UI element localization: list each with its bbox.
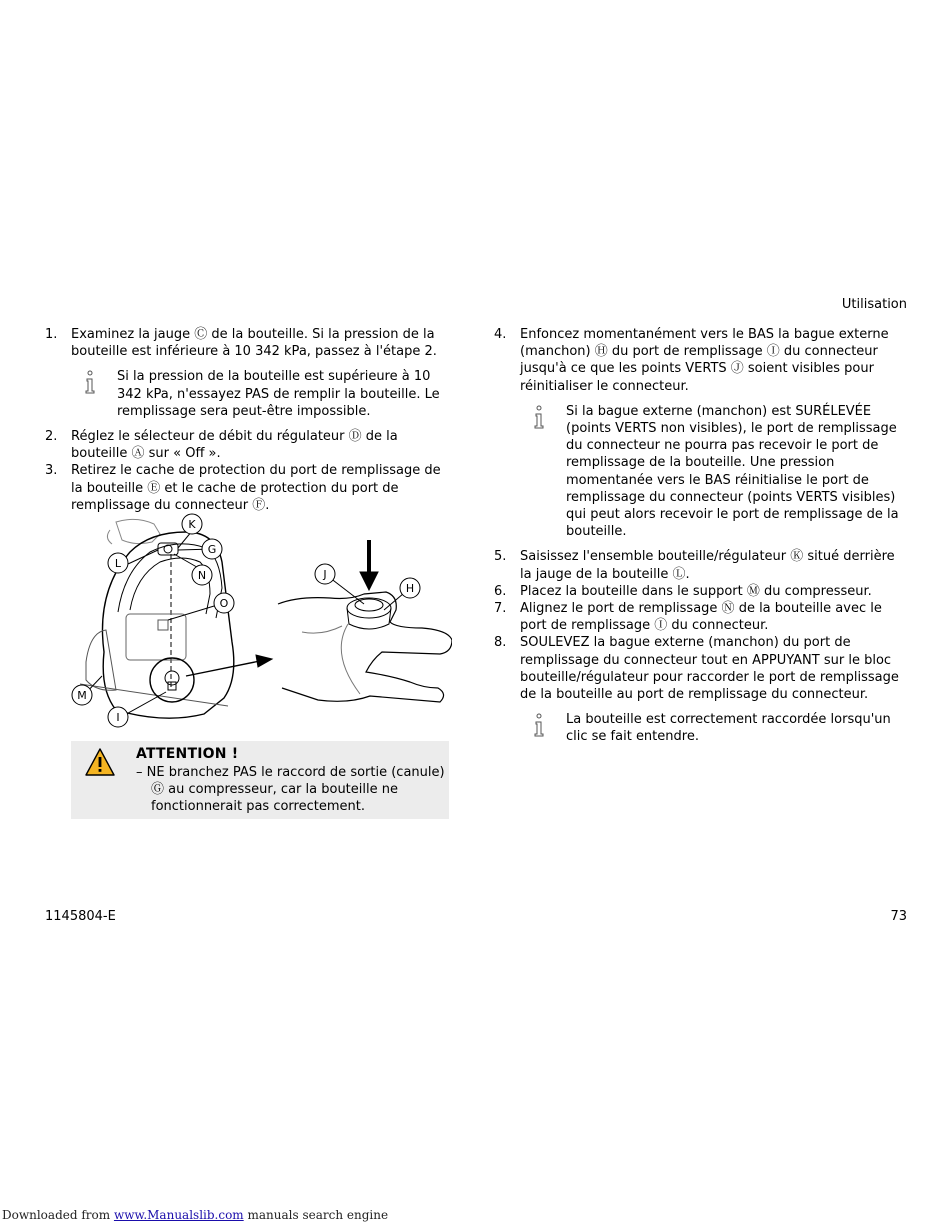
figure-label-l: L — [114, 557, 122, 570]
figure-label-k: K — [188, 518, 196, 531]
warning-triangle-icon — [85, 748, 115, 776]
info-icon — [532, 405, 546, 429]
step-number: 2. — [45, 429, 58, 445]
section-header: Utilisation — [841, 297, 907, 312]
step-text: Retirez le cache de protection du port de remplissage de la bouteille Ⓔ et le cache de protection du port de remplissage du connecteur Ⓕ. — [71, 463, 441, 513]
step-1 — [45, 326, 455, 360]
note-1 — [45, 368, 455, 420]
figure-label-m: M — [77, 689, 87, 702]
figure-label-g: G — [207, 543, 217, 556]
step-number: 8. — [494, 635, 507, 651]
step-number: 6. — [494, 583, 507, 599]
step-text: Placez la bouteille dans le support Ⓜ du compresseur. — [520, 583, 872, 599]
note-4 — [494, 403, 907, 541]
connector-illustration — [66, 512, 452, 736]
figure-label-i: I — [116, 711, 120, 724]
step-text: Enfoncez momentanément vers le BAS la bague externe (manchon) Ⓗ du port de remplissage Ⓘ du connecteur jusqu'à ce que les points VERTS Ⓙ soient visibles pour réinitialiser le connecteur. — [520, 327, 889, 394]
download-suffix: manuals search engine — [243, 1208, 389, 1222]
step-2 — [45, 428, 455, 462]
step-number: 3. — [45, 463, 58, 479]
figure-label-o: O — [219, 597, 229, 610]
step-text: SOULEVEZ la bague externe (manchon) du port de remplissage du connecteur tout en APPUYANT sur le bloc bouteille/régulateur pour raccorder le port de remplissage de la bouteille au port de remplissage du connecteur. — [520, 635, 899, 703]
download-banner — [2, 1208, 388, 1222]
step-8 — [494, 634, 907, 703]
step-3 — [45, 462, 455, 514]
step-text: Saisissez l'ensemble bouteille/régulateur Ⓚ situé derrière la jauge de la bouteille Ⓛ. — [520, 549, 895, 582]
step-5 — [494, 548, 907, 582]
note-8 — [494, 711, 907, 745]
figure-label-n: N — [197, 569, 207, 582]
info-icon — [83, 370, 97, 394]
note-text: Si la pression de la bouteille est supérieure à 10 342 kPa, n'essayez PAS de remplir la bouteille. Le remplissage sera peut-être impossible. — [117, 369, 440, 419]
step-7 — [494, 600, 907, 634]
info-icon — [532, 713, 546, 737]
step-number: 1. — [45, 327, 58, 342]
step-number: 4. — [494, 327, 507, 342]
step-number: 7. — [494, 601, 507, 617]
step-text: Alignez le port de remplissage Ⓝ de la bouteille avec le port de remplissage Ⓘ du connecteur. — [520, 601, 882, 634]
step-number: 5. — [494, 549, 507, 565]
note-text: Si la bague externe (manchon) est SURÉLEVÉE (points VERTS non visibles), le port de remplissage du connecteur ne pourra pas recevoir le port de remplissage de la bouteille. Une pression momentanée vers le BAS réinitialise le port de remplissage du connecteur (points VERTS visibles) qui peut alors recevoir le port de remplissage de la bouteille. — [566, 403, 899, 540]
step-text: Réglez le sélecteur de débit du régulateur Ⓓ de la bouteille Ⓐ sur « Off ». — [71, 429, 398, 462]
figure-label-j: J — [323, 568, 327, 581]
right-column — [494, 326, 907, 754]
step-text: Examinez la jauge Ⓒ de la bouteille. Si la pression de la bouteille est inférieure à 10 342 kPa, passez à l'étape 2. — [71, 327, 437, 360]
figure-label-h: H — [405, 582, 415, 595]
download-prefix: Downloaded from — [2, 1208, 114, 1222]
warning-box — [71, 741, 449, 819]
warning-text: – NE branchez PAS le raccord de sortie (canule) Ⓖ au compresseur, car la bouteille ne fonctionnerait pas correctement. — [136, 765, 445, 815]
left-column — [45, 326, 455, 514]
step-6 — [494, 583, 907, 600]
doc-number: 1145804-E — [45, 909, 116, 924]
page-number: 73 — [890, 909, 907, 924]
step-4 — [494, 326, 907, 395]
manualslib-link[interactable]: www.Manualslib.com — [113, 1208, 244, 1222]
warning-title: ATTENTION ! — [136, 746, 239, 762]
note-text: La bouteille est correctement raccordée lorsqu'un clic se fait entendre. — [566, 712, 891, 745]
